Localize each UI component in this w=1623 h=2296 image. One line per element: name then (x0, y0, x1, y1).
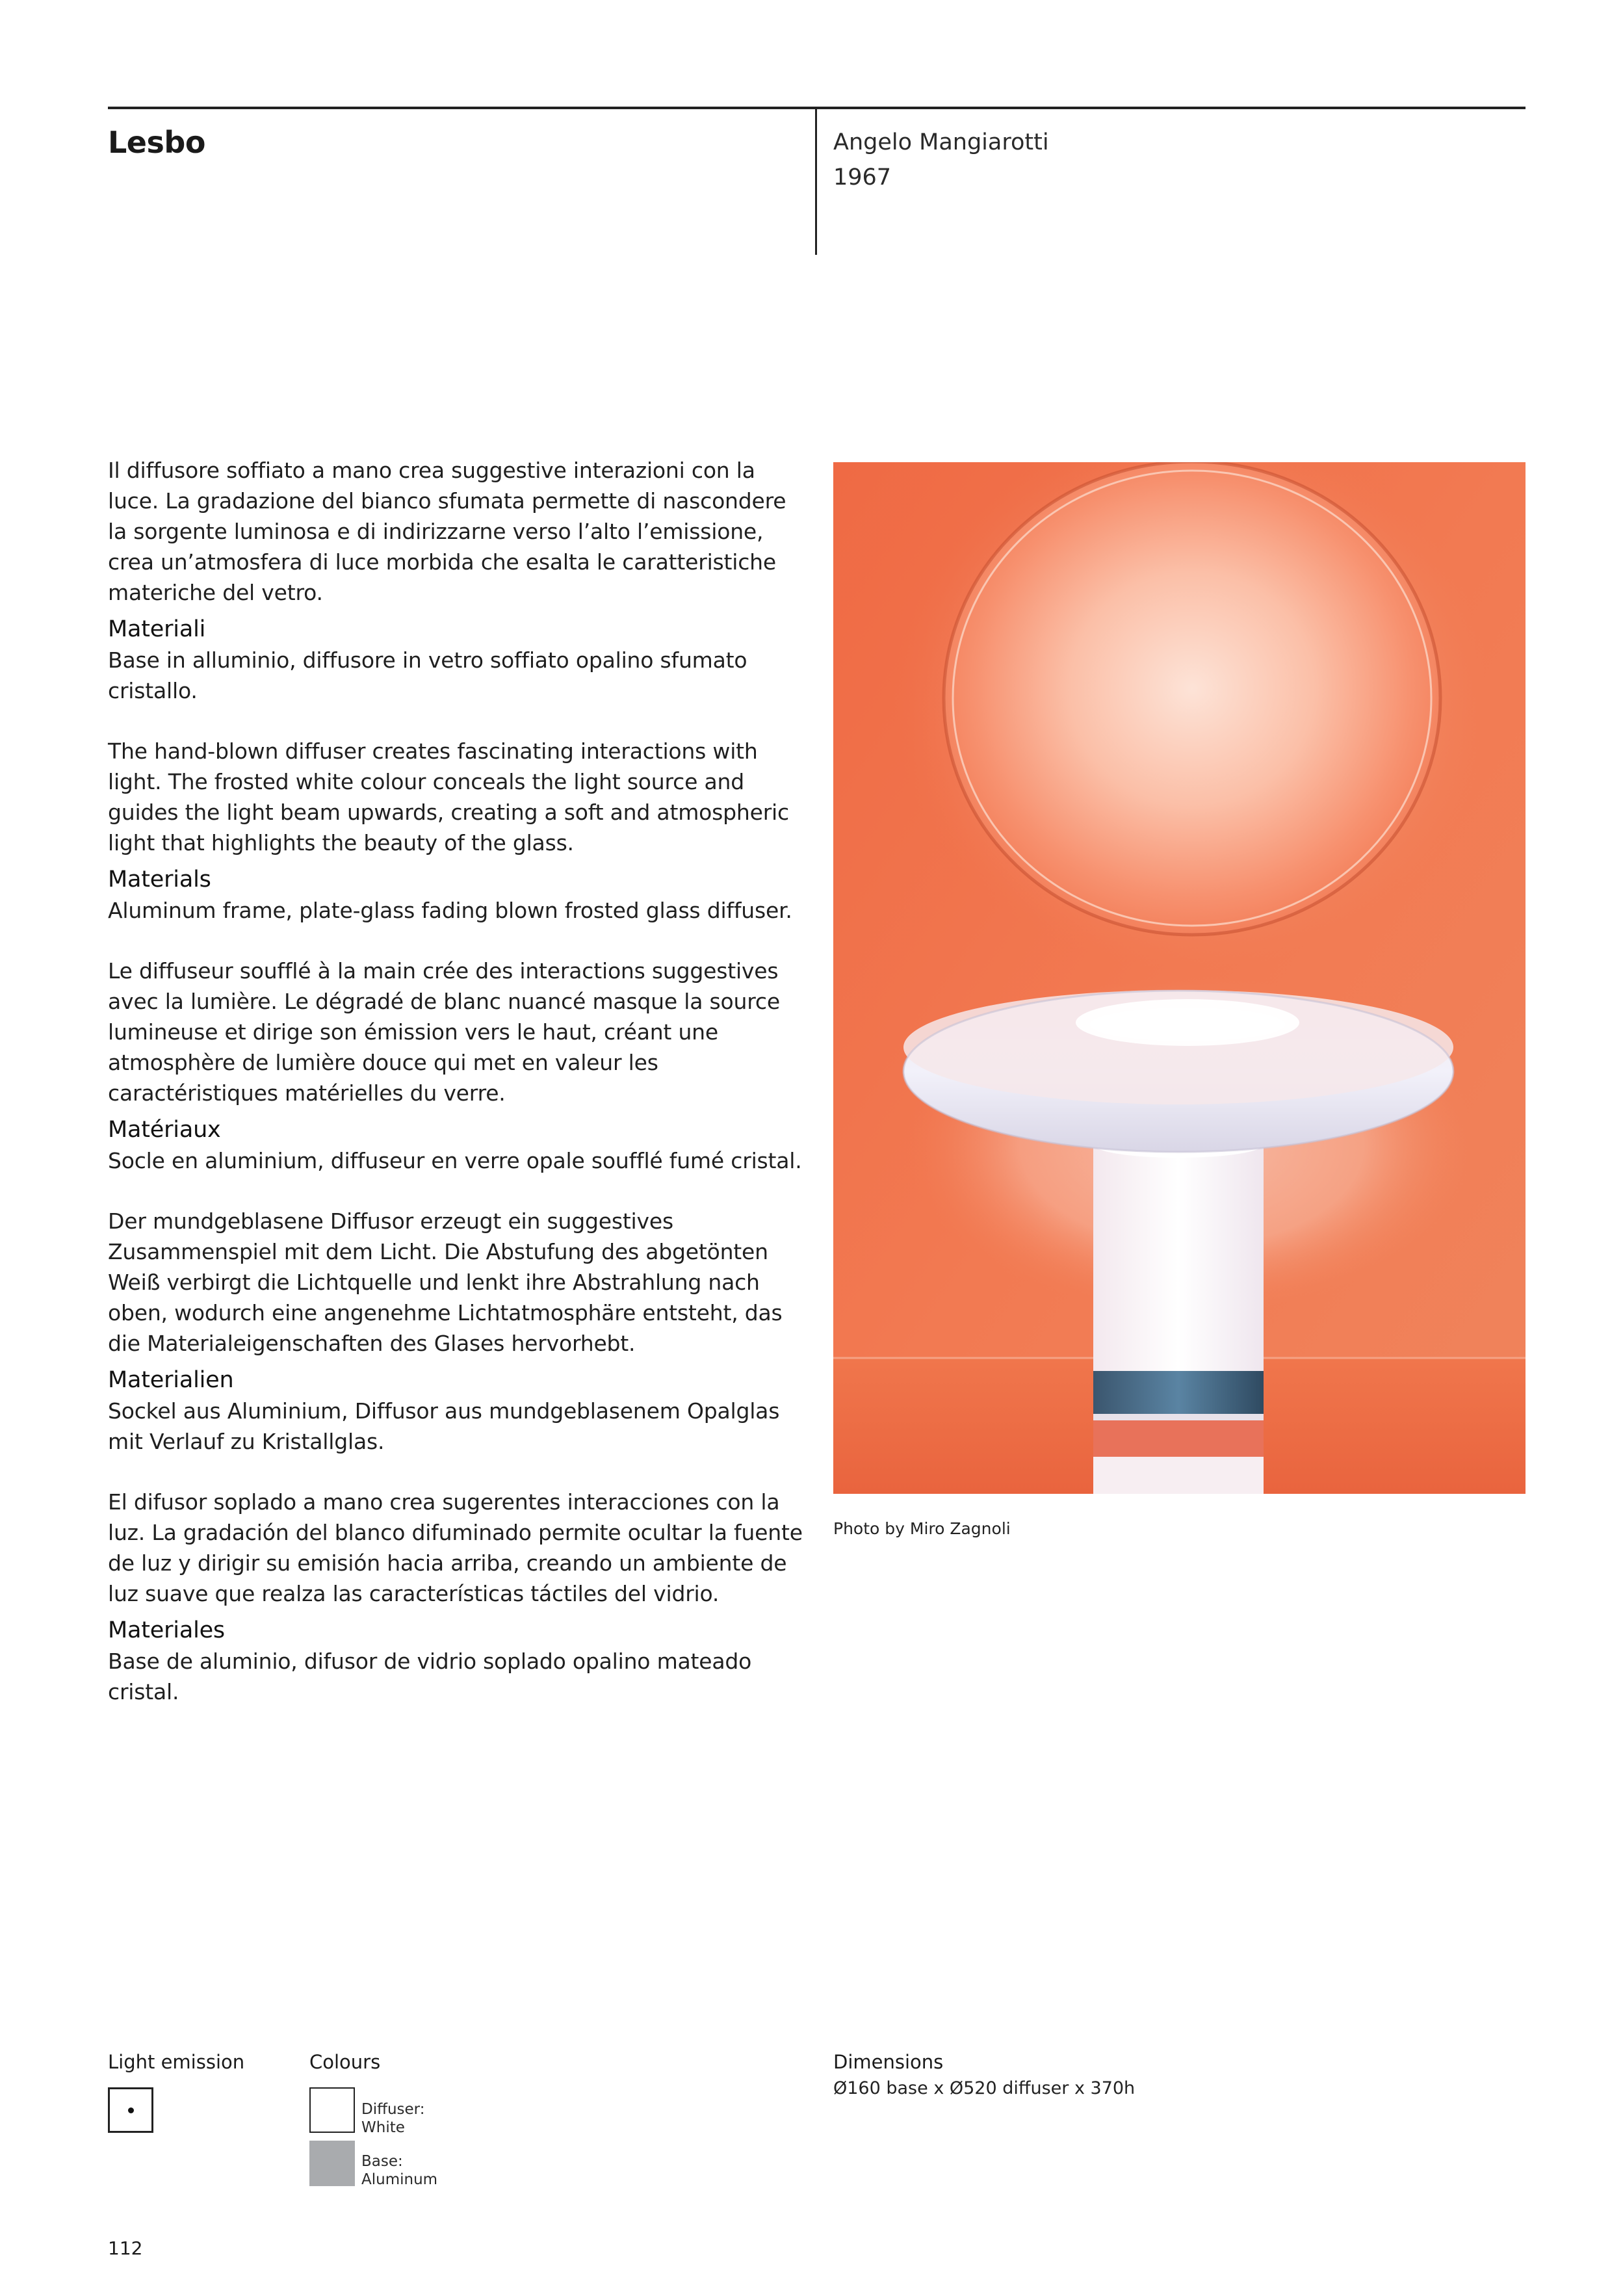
materials-heading: Materiales (108, 1617, 225, 1643)
materials-text: Sockel aus Aluminium, Diffusor aus mundgeblasenem Opalglas mit Verlauf zu Kristallglas. (108, 1398, 780, 1454)
design-year: 1967 (833, 164, 892, 190)
designer-info (833, 125, 1049, 195)
designer-name: Angelo Mangiarotti (833, 129, 1049, 155)
description-text: Le diffuseur soufflé à la main crée des interactions suggestives avec la lumière. Le dégradé de blanc nuancé masque la source lumineuse et dirige son émission vers le haut, créant une atmosphère de lumière douce qui met en valeur les caractéristiques matérielles du verre. (108, 958, 780, 1106)
base-colour-label: Base: Aluminum (361, 2153, 438, 2188)
description-text: The hand-blown diffuser creates fascinating interactions with light. The frosted white colour conceals the light source and guides the light beam upwards, creating a soft and atmospheric light that highlights the beauty of the glass. (108, 738, 789, 855)
materials-heading: Materiali (108, 616, 206, 642)
light-emission-box (108, 2087, 153, 2133)
description-block-es (108, 1487, 810, 1707)
description-block-it (108, 455, 810, 706)
light-emission-label: Light emission (108, 2051, 245, 2073)
materials-heading: Matériaux (108, 1117, 221, 1143)
description-block-en (108, 736, 810, 926)
description-text: Il diffusore soffiato a mano crea suggestive interazioni con la luce. La gradazione del bianco sfumata permette di nascondere la sorgente luminosa e di indirizzarne verso l’alto l’emissione, crea un’atmosfera di luce morbida che esalta le caratteristiche materiche del vetro. (108, 458, 786, 605)
description-text: Der mundgeblasene Diffusor erzeugt ein suggestives Zusammenspiel mit dem Licht. Die Abstufung des abgetönten Weiß verbirgt die Lichtquelle und lenkt ihre Abstrahlung nach oben, wodurch eine angenehme Lichtatmosphäre entsteht, das die Materialeigenschaften des Glases hervorhebt. (108, 1208, 783, 1356)
dot-icon (128, 2107, 134, 2113)
page-number: 112 (108, 2237, 143, 2259)
header-divider (815, 107, 817, 255)
diffuser-colour-label: Diffuser: White (361, 2101, 425, 2136)
description-column (108, 455, 810, 1737)
description-block-fr (108, 956, 810, 1176)
description-block-de (108, 1206, 810, 1457)
colours-label: Colours (309, 2051, 381, 2073)
materials-heading: Materialien (108, 1367, 234, 1393)
description-text: El difusor soplado a mano crea sugerentes interacciones con la luz. La gradación del blanco difuminado permite ocultar la fuente de luz y dirigir su emisión hacia arriba, creando un ambiente de luz suave que realza las características táctiles del vidrio. (108, 1489, 803, 1606)
photo-caption: Photo by Miro Zagnoli (833, 1519, 1011, 1538)
materials-text: Base in alluminio, diffusore in vetro soffiato opalino sfumato cristallo. (108, 647, 747, 703)
base-colour-swatch (309, 2141, 355, 2186)
materials-text: Base de aluminio, difusor de vidrio soplado opalino mateado cristal. (108, 1649, 752, 1704)
dimensions-value: Ø160 base x Ø520 diffuser x 370h (833, 2078, 1136, 2098)
materials-text: Aluminum frame, plate-glass fading blown frosted glass diffuser. (108, 898, 792, 923)
dimensions-label: Dimensions (833, 2051, 944, 2073)
materials-text: Socle en aluminium, diffuseur en verre opale soufflé fumé cristal. (108, 1148, 802, 1173)
lamp-photo (833, 462, 1526, 1494)
diffuser-colour-swatch (309, 2087, 355, 2133)
product-title: Lesbo (108, 125, 205, 160)
materials-heading: Materials (108, 867, 211, 893)
